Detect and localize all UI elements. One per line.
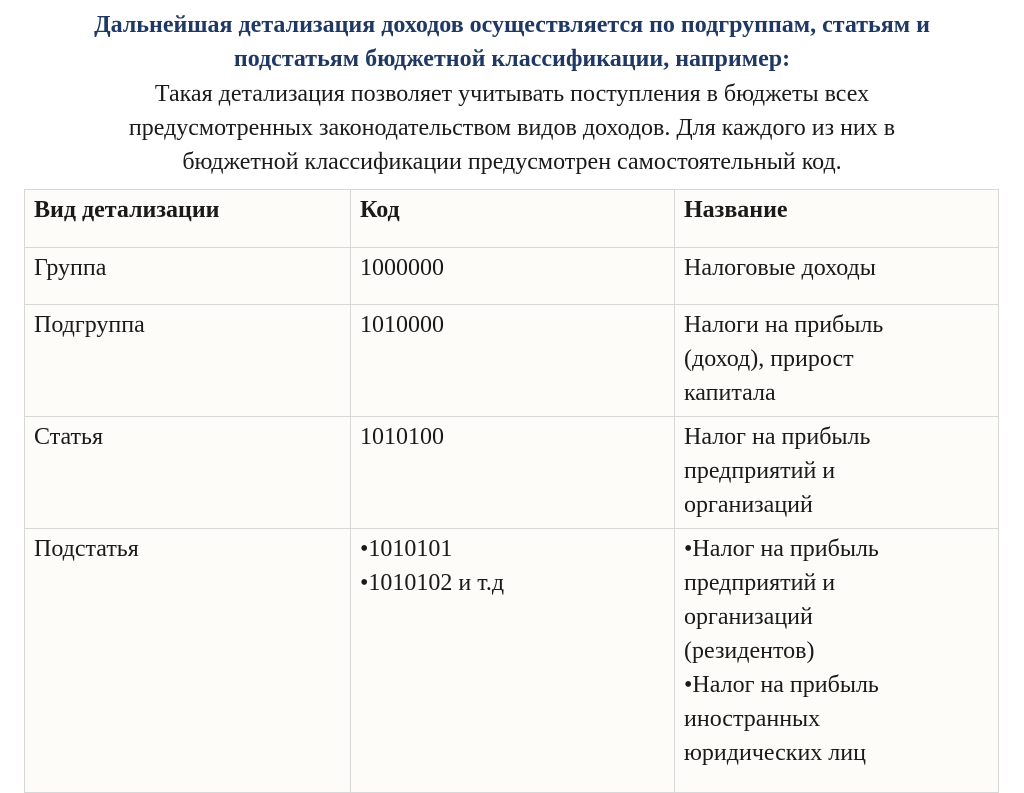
name-line: (доход), прирост (684, 346, 854, 372)
code-line: 1010000 (360, 312, 444, 338)
slide-heading (0, 8, 1024, 76)
cell-code (351, 248, 675, 305)
name-line: Налог на прибыль (684, 424, 871, 450)
cell-code (351, 529, 675, 793)
code-line: •1010102 и т.д (360, 570, 505, 596)
name-line: Налоговые доходы (684, 255, 876, 281)
table-row (25, 248, 999, 305)
cell-name (675, 248, 999, 305)
cell-code (351, 417, 675, 529)
name-line: Налоги на прибыль (684, 312, 884, 338)
name-line: организаций (684, 492, 813, 518)
cell-type: Группа (25, 248, 351, 305)
heading-line: Дальнейшая детализация доходов осуществляется по подгруппам, статьям и (94, 12, 930, 38)
table-row (25, 305, 999, 417)
name-line: •Налог на прибыль (684, 536, 879, 562)
cell-code (351, 305, 675, 417)
cell-type: Статья (25, 417, 351, 529)
name-line: организаций (684, 604, 813, 630)
cell-name (675, 529, 999, 793)
name-line: юридических лиц (684, 740, 866, 766)
header-code: Код (351, 190, 675, 248)
budget-classification-table (24, 189, 999, 793)
code-line: •1010101 (360, 536, 453, 562)
table-header-row (25, 190, 999, 248)
name-line: капитала (684, 380, 776, 406)
table-row (25, 417, 999, 529)
header-type: Вид детализации (25, 190, 351, 248)
cell-name (675, 417, 999, 529)
name-line: иностранных (684, 706, 821, 732)
intro-line: Такая детализация позволяет учитывать поступления в бюджеты всех (154, 81, 870, 107)
name-line: предприятий и (684, 458, 836, 484)
cell-type: Подстатья (25, 529, 351, 793)
name-line: предприятий и (684, 570, 836, 596)
intro-line: бюджетной классификации предусмотрен самостоятельный код. (182, 149, 842, 175)
header-name: Название (675, 190, 999, 248)
name-line: (резидентов) (684, 638, 815, 664)
intro-line: предусмотренных законодательством видов доходов. Для каждого из них в (128, 115, 896, 141)
table-row (25, 529, 999, 793)
code-line: 1000000 (360, 255, 444, 281)
intro-paragraph (0, 77, 1024, 179)
cell-type: Подгруппа (25, 305, 351, 417)
cell-name (675, 305, 999, 417)
code-line: 1010100 (360, 424, 444, 450)
heading-line: подстатьям бюджетной классификации, например: (233, 46, 791, 72)
name-line: •Налог на прибыль (684, 672, 879, 698)
